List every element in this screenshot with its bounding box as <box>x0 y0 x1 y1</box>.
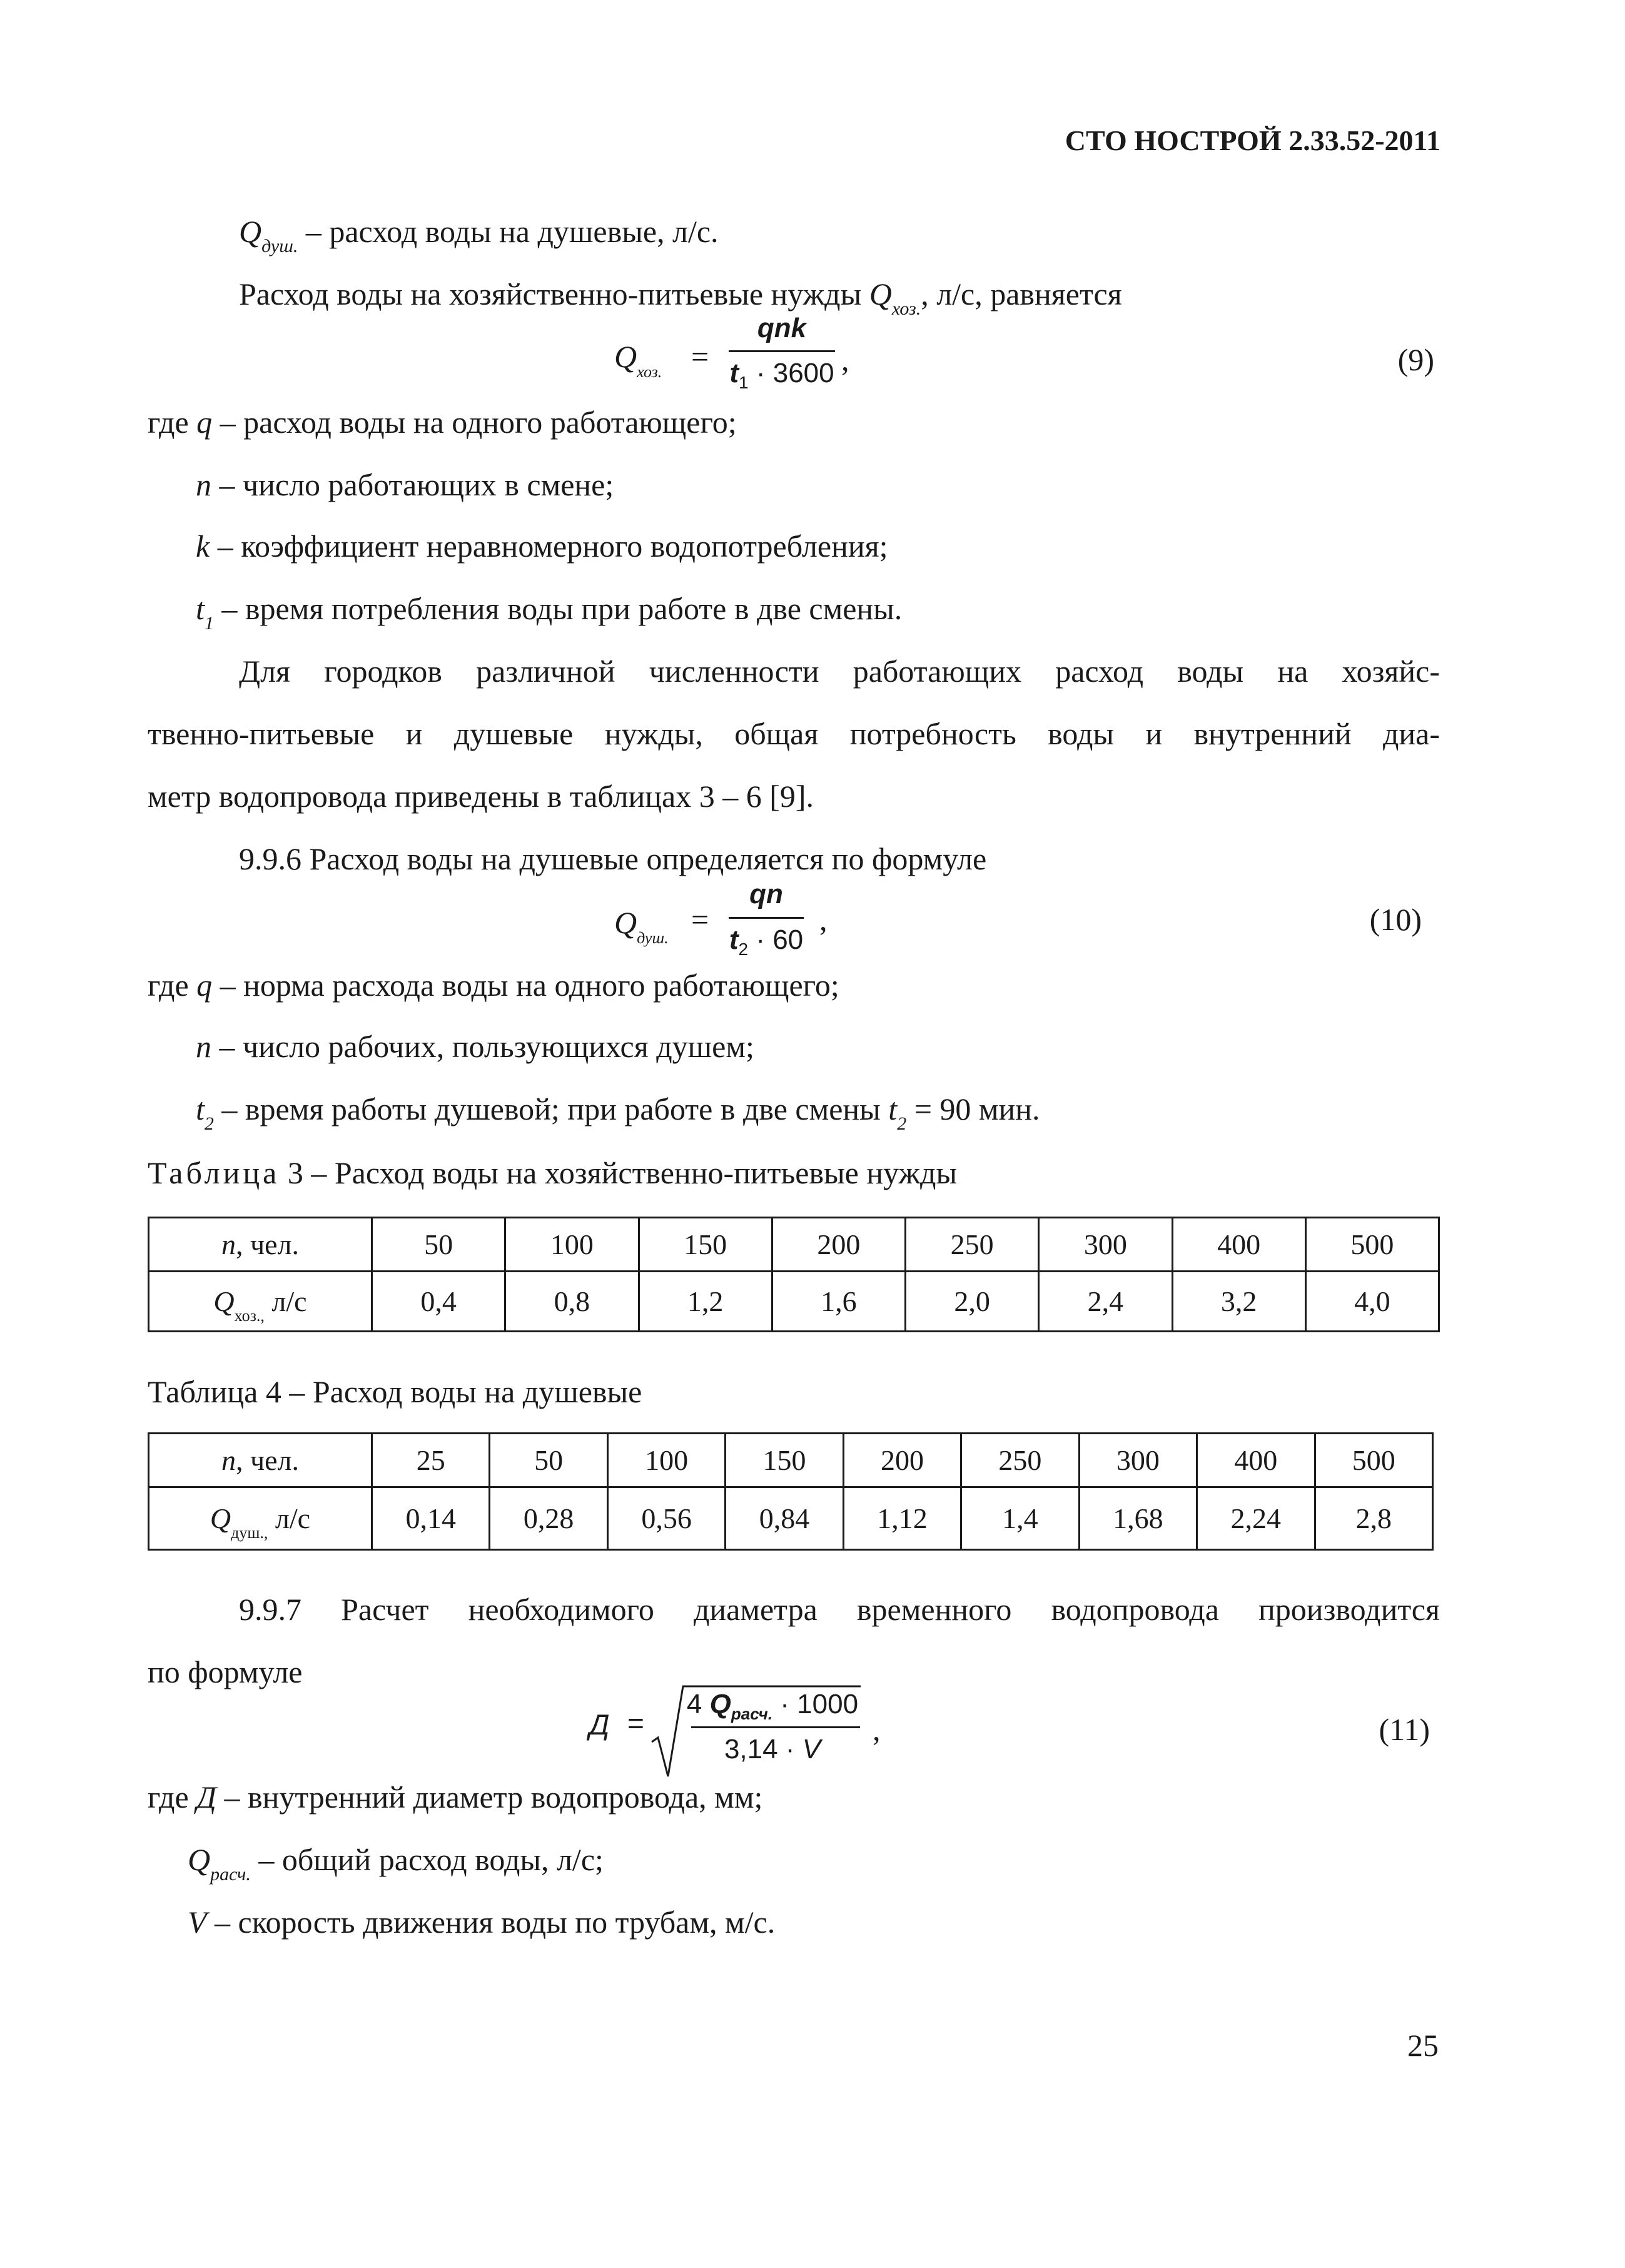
where-item <box>188 1903 775 1941</box>
symbol: k <box>196 529 210 564</box>
symbol: t <box>888 1091 898 1126</box>
paragraph-line: метр водопровода приведены в таблицах 3 – 6 [9]. <box>148 779 814 814</box>
numerator-sub: расч. <box>731 1704 773 1723</box>
table-cell: 100 <box>505 1218 639 1272</box>
definition-text: – расход воды на одного работающего; <box>212 405 737 440</box>
symbol-subscript: хоз. <box>891 298 921 319</box>
symbol-subscript: 1 <box>204 613 214 634</box>
paragraph-line: Для городков различной численности работающих расход воды на хозяйс- <box>239 654 1440 689</box>
table-cell: 1,6 <box>772 1272 905 1332</box>
table-cell: 50 <box>490 1434 607 1487</box>
denominator-sub: 1 <box>739 373 749 392</box>
symbol-subscript: расч. <box>210 1864 251 1885</box>
prefix: где <box>148 1779 197 1815</box>
symbol: Q <box>239 214 262 249</box>
table-cell: 0,84 <box>726 1487 843 1550</box>
fraction-numerator <box>682 1689 863 1723</box>
where-item <box>196 527 888 565</box>
definition-text: – норма расхода воды на одного работающего; <box>212 968 839 1003</box>
equals-sign: = <box>627 1707 644 1739</box>
row-label <box>149 1272 372 1332</box>
formula-lhs <box>614 904 669 947</box>
denominator-rest: · 3600 <box>748 358 834 388</box>
table-cell: 4,0 <box>1305 1272 1439 1332</box>
table-cell: 0,56 <box>607 1487 725 1550</box>
symbol: Q <box>614 339 637 374</box>
fraction-denominator <box>682 1734 863 1765</box>
symbol: n <box>221 1228 236 1260</box>
formula-number: (9) <box>1397 342 1434 377</box>
table-cell: 50 <box>372 1218 505 1272</box>
symbol-subscript: душ. <box>637 929 669 947</box>
fraction-denominator <box>726 358 838 392</box>
table-cell: 2,24 <box>1197 1487 1315 1550</box>
definition-text: – расход воды на душевые, л/с. <box>298 214 719 249</box>
label-text: л/с <box>268 1502 311 1534</box>
fraction-numerator: qn <box>749 879 783 909</box>
symbol: q <box>196 405 213 440</box>
where-item <box>196 1028 754 1065</box>
table-cell: 1,4 <box>961 1487 1079 1550</box>
table-cell: 500 <box>1305 1218 1439 1272</box>
section-9-9-7: 9.9.7 Расчет необходимого диаметра временного водопровода производится <box>239 1592 1440 1627</box>
symbol-subscript: 2 <box>204 1113 214 1134</box>
denominator-var: t <box>729 924 739 955</box>
definition-text: – число работающих в смене; <box>211 467 614 502</box>
equals-sign: = <box>691 902 709 937</box>
table-3 <box>148 1217 1440 1332</box>
definition-text: – время потребления воды при работе в две смены. <box>213 591 903 626</box>
line-q-hoz-intro <box>239 275 1122 318</box>
symbol: n <box>196 467 211 502</box>
symbol-subscript: 2 <box>897 1113 907 1134</box>
fraction-numerator: qnk <box>757 313 807 343</box>
section-9-9-6: 9.9.6 Расход воды на душевые определяется по формуле <box>239 841 987 876</box>
formula-comma: , <box>841 342 849 377</box>
definition-text: – внутренний диаметр водопровода, мм; <box>216 1779 763 1815</box>
table-cell: 300 <box>1039 1218 1172 1272</box>
formula-lhs <box>614 338 662 381</box>
numerator-rest: · 1000 <box>772 1689 859 1719</box>
where-item <box>148 966 839 1004</box>
formula-comma: , <box>819 902 828 937</box>
caption-text: 3 – Расход воды на хозяйственно-питьевые нужды <box>280 1155 958 1190</box>
table-cell: 500 <box>1315 1434 1433 1487</box>
table-cell: 2,0 <box>906 1272 1039 1332</box>
text: , л/с, равняется <box>921 276 1122 311</box>
table-cell: 300 <box>1079 1434 1197 1487</box>
table-cell: 1,2 <box>639 1272 772 1332</box>
denominator-symbol: V <box>802 1734 821 1764</box>
symbol: Q <box>614 905 637 940</box>
table-cell: 400 <box>1197 1434 1315 1487</box>
row-label <box>149 1487 372 1550</box>
where-item <box>148 1778 762 1816</box>
equals-sign: = <box>691 339 709 374</box>
definition-text: – скорость движения воды по трубам, м/с. <box>206 1905 776 1940</box>
definition-text: – время работы душевой; при работе в две смены <box>213 1091 889 1126</box>
where-item <box>148 403 737 441</box>
denominator-coef: 3,14 · <box>724 1734 802 1764</box>
symbol-subscript: хоз., <box>234 1307 265 1325</box>
formula-number: (11) <box>1379 1712 1430 1747</box>
table-cell: 1,12 <box>843 1487 961 1550</box>
table-row <box>149 1272 1439 1332</box>
table-row <box>149 1434 1433 1487</box>
fraction-denominator <box>726 924 807 959</box>
paragraph-line: твенно-питьевые и душевые нужды, общая потребность воды и внутренний диа- <box>148 716 1440 751</box>
symbol-subscript: хоз. <box>637 363 662 381</box>
paragraph-line: по формуле <box>148 1654 303 1689</box>
table-cell: 3,2 <box>1172 1272 1305 1332</box>
formula-number: (10) <box>1369 902 1422 937</box>
symbol: t <box>196 591 205 626</box>
caption-label: Таблица <box>148 1155 280 1190</box>
table-cell: 2,4 <box>1039 1272 1172 1332</box>
where-item <box>188 1841 604 1883</box>
line-q-dush <box>239 213 719 255</box>
table-cell: 150 <box>726 1434 843 1487</box>
prefix: где <box>148 405 197 440</box>
table-cell: 0,4 <box>372 1272 505 1332</box>
document-header: СТО НОСТРОЙ 2.33.52-2011 <box>1065 124 1440 156</box>
table-cell: 0,14 <box>372 1487 490 1550</box>
row-label <box>149 1218 372 1272</box>
table-cell: 150 <box>639 1218 772 1272</box>
definition-text: – число рабочих, пользующихся душем; <box>211 1029 754 1064</box>
table-cell: 200 <box>843 1434 961 1487</box>
table-cell: 1,68 <box>1079 1487 1197 1550</box>
where-item <box>196 590 902 632</box>
where-item <box>196 1090 1040 1133</box>
label-text: л/с <box>264 1285 307 1317</box>
symbol-subscript: душ., <box>231 1524 268 1542</box>
symbol: Q <box>213 1285 235 1317</box>
formula-comma: , <box>873 1712 881 1747</box>
symbol: V <box>188 1905 207 1940</box>
fraction-bar <box>729 350 835 352</box>
denominator-sub: 2 <box>738 939 749 959</box>
table-row <box>149 1487 1433 1550</box>
symbol: q <box>196 968 213 1003</box>
definition-text: – коэффициент неравномерного водопотребления; <box>210 529 888 564</box>
table-cell: 100 <box>607 1434 725 1487</box>
definition-text: = 90 мин. <box>906 1091 1040 1126</box>
table-cell: 250 <box>906 1218 1039 1272</box>
fraction-bar <box>691 1726 860 1728</box>
page-number: 25 <box>1407 2028 1439 2063</box>
symbol: n <box>221 1444 236 1476</box>
table-row <box>149 1218 1439 1272</box>
table-3-caption <box>148 1154 957 1192</box>
formula-lhs: Д <box>589 1708 610 1741</box>
table-cell: 25 <box>372 1434 490 1487</box>
where-item <box>196 466 614 504</box>
table-4-caption: Таблица 4 – Расход воды на душевые <box>148 1374 642 1409</box>
denominator-var: t <box>729 358 739 388</box>
table-cell: 400 <box>1172 1218 1305 1272</box>
symbol: Д <box>196 1779 216 1815</box>
text: Расход воды на хозяйственно-питьевые нужды <box>239 276 869 311</box>
table-cell: 0,8 <box>505 1272 639 1332</box>
symbol: Q <box>869 276 892 311</box>
symbol: n <box>196 1029 211 1064</box>
symbol: Q <box>188 1842 211 1877</box>
numerator-symbol: Q <box>709 1689 731 1719</box>
table-cell: 0,28 <box>490 1487 607 1550</box>
table-4 <box>148 1432 1434 1551</box>
table-cell: 2,8 <box>1315 1487 1433 1550</box>
label-text: , чел. <box>235 1228 299 1260</box>
table-cell: 250 <box>961 1434 1079 1487</box>
label-text: , чел. <box>235 1444 299 1476</box>
prefix: где <box>148 968 197 1003</box>
fraction-bar <box>729 917 804 919</box>
symbol-subscript: душ. <box>261 236 298 256</box>
row-label <box>149 1434 372 1487</box>
definition-text: – общий расход воды, л/с; <box>250 1842 604 1877</box>
table-cell: 200 <box>772 1218 905 1272</box>
numerator-coef: 4 <box>686 1689 702 1719</box>
denominator-rest: · 60 <box>748 924 804 955</box>
symbol: t <box>196 1091 205 1126</box>
symbol: Q <box>210 1502 231 1534</box>
